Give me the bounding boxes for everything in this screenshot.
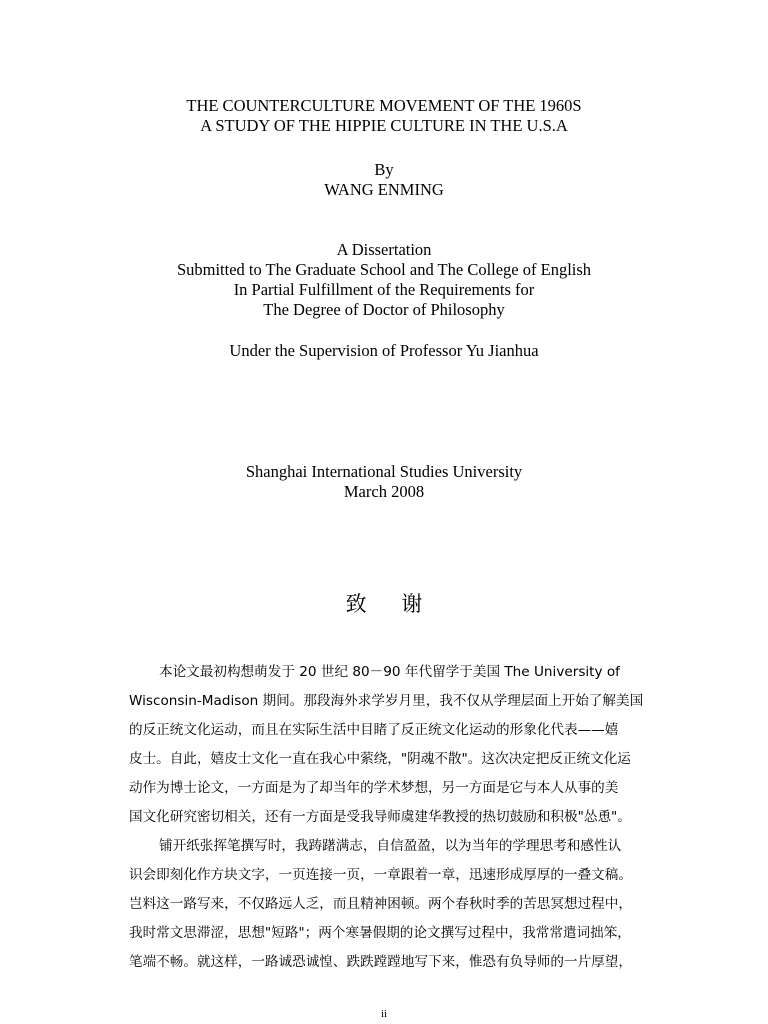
title-line-1: THE COUNTERCULTURE MOVEMENT OF THE 1960S <box>186 96 582 115</box>
title-block <box>0 96 768 136</box>
paragraph-line: 岂料这一路写来，不仅路远人乏，而且精神困顿。两个春秋时季的苦思冥想过程中， <box>129 896 632 912</box>
dissertation-line-2: Submitted to The Graduate School and The College of English <box>176 260 592 279</box>
supervision-line: Under the Supervision of Professor Yu Jianhua <box>229 341 539 360</box>
paragraph-line: 皮士。自此，嬉皮士文化一直在我心中萦绕，"阴魂不散"。这次决定把反正统文化运 <box>129 751 631 767</box>
paragraph-line: 铺开纸张挥笔撰写时，我踌躇满志，自信盈盈，以为当年的学理思考和感性认 <box>159 838 622 854</box>
paragraph-line: 我时常文思滞涩，思想"短路"；两个寒暑假期的论文撰写过程中，我常常遣词拙笨， <box>129 925 631 941</box>
author-name: WANG ENMING <box>324 180 444 199</box>
author-block <box>0 160 768 200</box>
dissertation-line-4: The Degree of Doctor of Philosophy <box>263 300 505 319</box>
paragraph-line: 识会即刻化作方块文字，一页连接一页，一章跟着一章，迅速形成厚厚的一叠文稿。 <box>129 867 632 883</box>
dissertation-block <box>0 240 768 320</box>
paragraph-line: Wisconsin-Madison 期间。那段海外求学岁月里，我不仅从学理层面上开始了解美国 <box>129 693 644 709</box>
page-number: ii <box>380 1008 388 1020</box>
title-line-2: A STUDY OF THE HIPPIE CULTURE IN THE U.S.A <box>200 116 568 135</box>
institution-block <box>0 462 768 502</box>
dissertation-line-1: A Dissertation <box>336 240 432 259</box>
paragraph-line: 本论文最初构想萌发于 20 世纪 80－90 年代留学于美国 The University of <box>159 664 620 680</box>
paragraph-line: 笔端不畅。就这样，一路诚恐诚惶、跌跌蹚蹚地写下来，惟恐有负导师的一片厚望， <box>129 954 632 970</box>
paragraph-line: 的反正统文化运动，而且在实际生活中目睹了反正统文化运动的形象化代表——嬉 <box>129 722 619 738</box>
paragraph-line: 国文化研究密切相关，还有一方面是受我导师虞建华教授的热切鼓励和积极"怂恿"。 <box>129 809 631 825</box>
paragraph-line: 动作为博士论文，一方面是为了却当年的学术梦想，另一方面是它与本人从事的美 <box>129 780 619 796</box>
university-name: Shanghai International Studies University <box>245 462 523 481</box>
dissertation-line-3: In Partial Fulfillment of the Requirements for <box>233 280 535 299</box>
acknowledgement-heading: 致 谢 <box>345 592 437 616</box>
submission-date: March 2008 <box>343 482 425 501</box>
by-label: By <box>374 160 394 179</box>
acknowledgement-body <box>129 658 697 977</box>
